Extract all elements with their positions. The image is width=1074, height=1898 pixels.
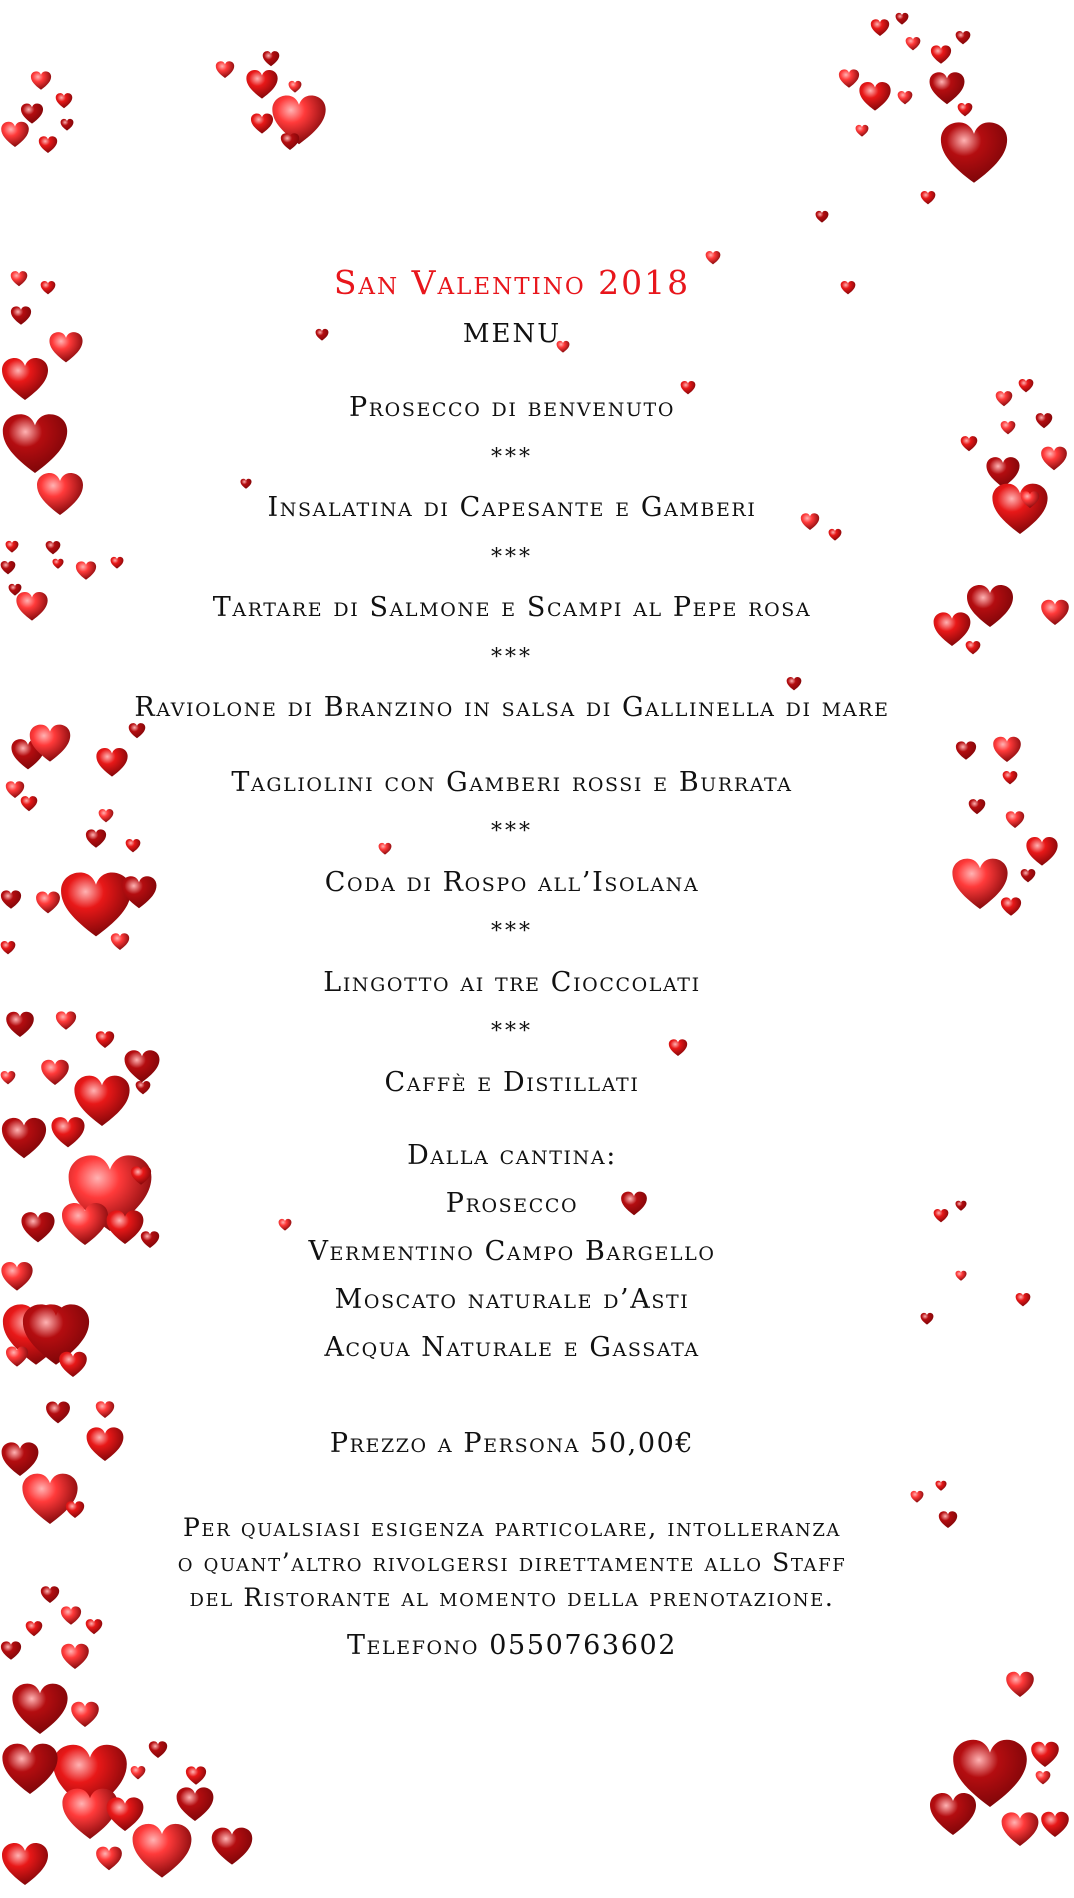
course-item: Tartare di Salmone e Scampi al Pepe rosa bbox=[212, 592, 812, 623]
wine-item: Moscato naturale d’Asti bbox=[334, 1284, 690, 1315]
price-per-person: Prezzo a Persona 50,00€ bbox=[329, 1428, 695, 1459]
heart-icon bbox=[1035, 412, 1053, 430]
heart-icon bbox=[1040, 598, 1070, 628]
separator: *** bbox=[491, 1019, 533, 1044]
wine-heading: Dalla cantina: bbox=[407, 1140, 617, 1171]
heart-icon bbox=[1035, 1770, 1051, 1786]
course-item: Prosecco di benvenuto bbox=[348, 392, 676, 423]
heart-icon bbox=[1030, 1740, 1060, 1770]
separator: *** bbox=[491, 819, 533, 844]
phone-number: Telefono 0550763602 bbox=[346, 1630, 678, 1661]
course-item: Caffè e Distillati bbox=[384, 1067, 640, 1098]
wine-item: Vermentino Campo Bargello bbox=[308, 1236, 716, 1267]
heart-icon bbox=[1040, 445, 1068, 473]
heart-icon bbox=[1025, 835, 1059, 869]
separator: *** bbox=[491, 645, 533, 670]
course-item: Insalatina di Capesante e Gamberi bbox=[267, 492, 757, 523]
course-item: Tagliolini con Gamberi rossi e Burrata bbox=[231, 767, 793, 798]
separator: *** bbox=[491, 545, 533, 570]
notice-line: o quant’altro rivolgersi direttamente allo Staff bbox=[177, 1548, 847, 1577]
wine-item: Acqua Naturale e Gassata bbox=[324, 1332, 700, 1363]
menu-subtitle: MENU bbox=[462, 319, 562, 349]
heart-icon bbox=[1040, 1810, 1070, 1840]
wine-item: Prosecco bbox=[445, 1188, 579, 1219]
course-item: Raviolone di Branzino in salsa di Gallinella di mare bbox=[134, 692, 890, 723]
notice-line: del Ristorante al momento della prenotazione. bbox=[189, 1583, 835, 1612]
notice-line: Per qualsiasi esigenza particolare, intolleranza bbox=[182, 1513, 842, 1542]
separator: *** bbox=[491, 919, 533, 944]
separator: *** bbox=[491, 445, 533, 470]
menu-title: San Valentino 2018 bbox=[333, 263, 691, 302]
course-item: Coda di Rospo all’Isolana bbox=[324, 867, 700, 898]
course-item: Lingotto ai tre Cioccolati bbox=[323, 967, 701, 998]
